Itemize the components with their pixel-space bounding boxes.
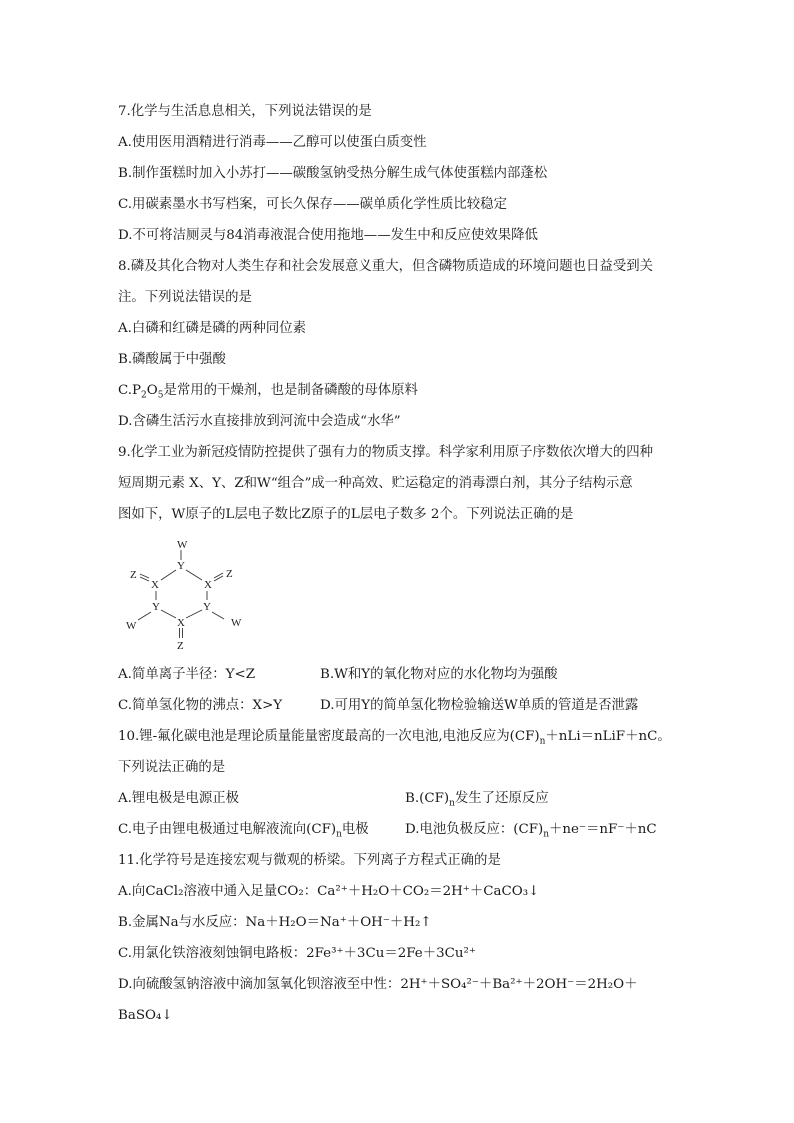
molecular-structure-diagram [118,536,258,654]
atom-x-left: X [151,579,159,591]
q11-option-a: A.向CaCl₂溶液中通入足量CO₂：Ca²⁺＋H₂O＋CO₂＝2H⁺＋CaCO₃↓ [118,884,540,899]
q7-stem: 7.化学与生活息息相关，下列说法错误的是 [118,104,372,119]
q9-option-c: C.简单氢化物的沸点：X>Y [118,698,283,713]
q10-stem-sub: n [539,736,546,747]
q10-b-sub: n [449,798,455,809]
q10-option-b [405,790,549,808]
q9-stem-line2: 短周期元素 X、Y、Z和W“组合”成一种高效、贮运稳定的消毒漂白剂，其分子结构示意 [118,476,633,491]
atom-x-bottom: X [177,617,185,629]
q7-option-b: B.制作蛋糕时加入小苏打——碳酸氢钠受热分解生成气体使蛋糕内部蓬松 [118,166,548,181]
q11-option-d-line1: D.向硫酸氢钠溶液中滴加氢氧化钡溶液至中性：2H⁺＋SO₄²⁻＋Ba²⁺＋2OH⁻＝2H₂O＋ [118,977,638,992]
q7-option-c: C.用碳素墨水书写档案，可长久保存——碳单质化学性质比较稳定 [118,197,507,212]
q11-option-c: C.用氯化铁溶液刻蚀铜电路板：2Fe³⁺＋3Cu＝2Fe＋3Cu²⁺ [118,946,476,961]
q8-stem-line1: 8.磷及其化合物对人类生存和社会发展意义重大，但含磷物质造成的环境问题也日益受到关 [118,259,654,274]
q10-c-sub: n [336,829,342,840]
bond-y-top-x-right [186,570,202,580]
q10-stem-post: ＋nLi＝nLiF＋nC。 [545,729,671,744]
q10-stem-pre: 10.锂-氟化碳电池是理论质量能量密度最高的一次电池,电池反应为(CF) [118,729,540,744]
q10-option-d [405,821,657,839]
atom-w-top: W [177,539,188,551]
q8-option-c [118,382,418,400]
bond-y-left-x-bottom [161,610,176,618]
q7-option-a: A.使用医用酒精进行消毒——乙醇可以使蛋白质变性 [118,135,427,150]
atom-y-top: Y [177,560,185,572]
q10-c-pre: C.电子由锂电极通过电解液流向(CF) [118,822,337,837]
atom-w-left: W [126,620,137,632]
q8-c-mid: O [146,383,158,398]
atom-y-right: Y [203,601,211,613]
q8-c-pre: C.P [118,383,142,398]
bond-y-left-w-left [138,612,151,620]
q8-option-b: B.磷酸属于中强酸 [118,352,226,367]
q8-stem-line2: 注。下列说法错误的是 [118,290,252,305]
q9-stem-line3: 图如下，W原子的L层电子数比Z原子的L层电子数多 2个。下列说法正确的是 [118,507,574,522]
q8-c-sub2: 5 [157,390,164,401]
q8-option-a: A.白磷和红磷是磷的两种同位素 [118,321,307,336]
q8-c-sub1: 2 [141,390,147,401]
q7-option-d: D.不可将洁厕灵与84消毒液混合使用拖地——发生中和反应使效果降低 [118,228,538,243]
q9-stem-line1: 9.化学工业为新冠疫情防控提供了强有力的物质支撑。科学家利用原子序数依次增大的四种 [118,445,654,460]
atom-z-bottom: Z [177,640,184,652]
q10-d-sub: n [543,829,550,840]
q10-d-pre: D.电池负极反应：(CF) [405,822,544,837]
atom-z-right: Z [226,568,233,580]
atom-w-right: W [231,617,242,629]
q10-stem-line2: 下列说法正确的是 [118,760,226,775]
atom-z-left: Z [130,569,137,581]
q10-option-c [118,821,369,839]
bond-y-right-x-bottom [186,610,202,618]
q11-option-b: B.金属Na与水反应：Na＋H₂O＝Na⁺＋OH⁻＋H₂↑ [118,915,432,930]
q10-b-pre: B.(CF) [405,791,450,806]
q8-option-d: D.含磷生活污水直接排放到河流中会造成“水华” [118,414,401,429]
q10-stem-line1 [118,728,671,746]
q10-d-post: ＋ne⁻＝nF⁻＋nC [549,822,657,837]
q10-b-post: 发生了还原反应 [454,791,549,806]
atom-x-right: X [204,579,212,591]
q8-c-post: 是常用的干燥剂，也是制备磷酸的母体原料 [163,383,418,398]
bond-y-top-x-left [161,570,176,580]
q11-stem: 11.化学符号是连接宏观与微观的桥梁。下列离子方程式正确的是 [118,853,501,868]
q10-c-post: 电极 [341,822,369,837]
q9-option-b: B.W和Y的氧化物对应的水化物均为强酸 [320,667,558,682]
q11-option-d-line2: BaSO₄↓ [118,1008,173,1023]
bond-y-right-w-right [212,612,224,619]
q10-option-a: A.锂电极是电源正极 [118,791,240,806]
q9-option-a: A.简单离子半径：Y<Z [118,667,256,682]
atom-y-left: Y [152,601,160,613]
q9-option-d: D.可用Y的简单氢化物检验输送W单质的管道是否泄露 [320,698,639,713]
